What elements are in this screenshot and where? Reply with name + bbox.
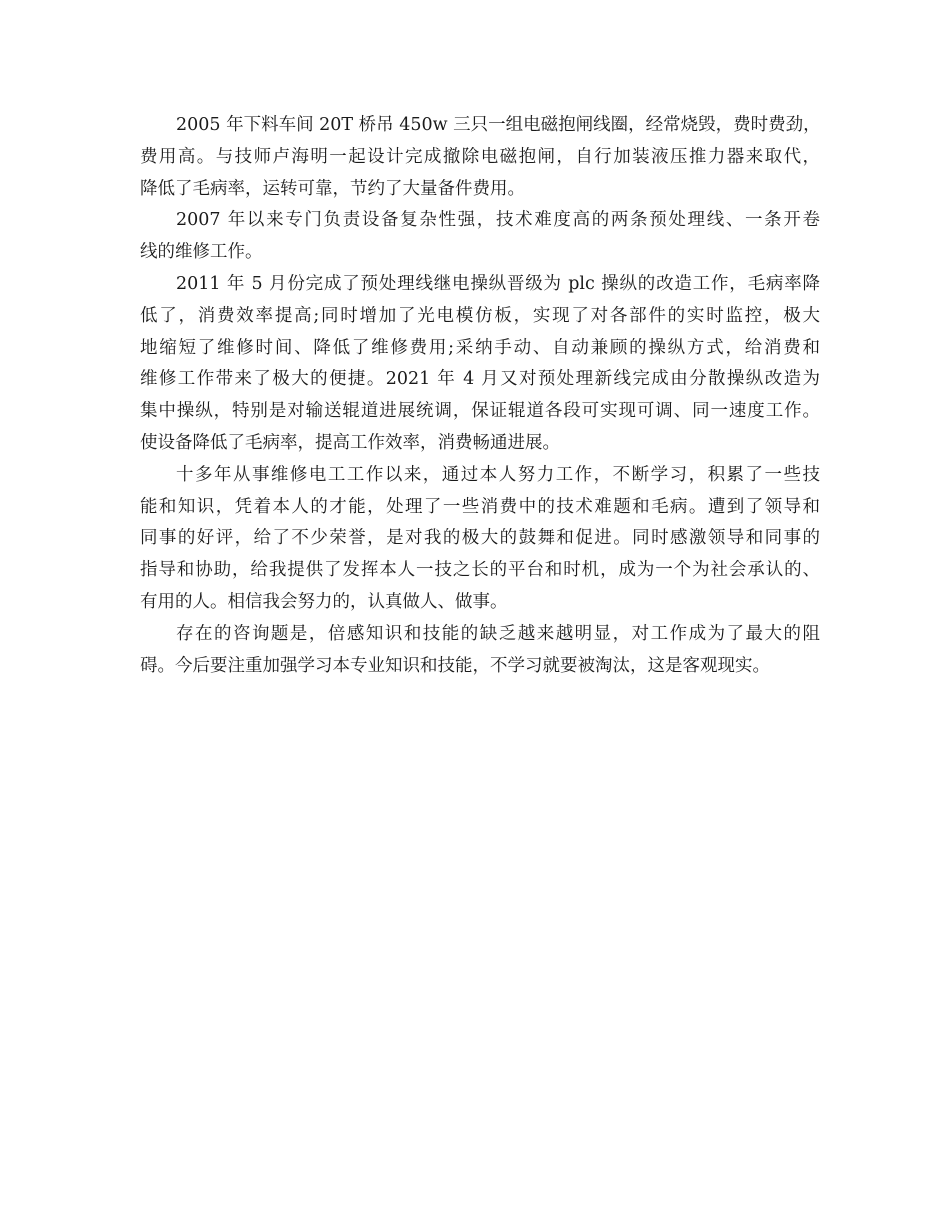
paragraph-line: 十多年从事维修电工工作以来，通过本人努力工作，不断学习，积累了一些技 (176, 464, 820, 485)
paragraph-line: 2007 年以来专门负责设备复杂性强，技术难度高的两条预处理线、一条开卷 (176, 210, 820, 231)
paragraph-line: 能和知识，凭着本人的才能，处理了一些消费中的技术难题和毛病。遭到了领导和 (140, 496, 820, 517)
paragraph-line: 指导和协助，给我提供了发挥本人一技之长的平台和时机，成为一个为社会承认的、 (140, 560, 820, 581)
paragraph-line: 低了，消费效率提高;同时增加了光电模仿板，实现了对各部件的实时监控，极大 (140, 305, 820, 326)
paragraph-line: 维修工作带来了极大的便捷。2021 年 4 月又对预处理新线完成由分散操纵改造为 (140, 369, 820, 390)
paragraph-line: 地缩短了维修时间、降低了维修费用;采纳手动、自动兼顾的操纵方式，给消费和 (140, 337, 820, 358)
paragraph-line: 2005 年下料车间 20T 桥吊 450w 三只一组电磁抱闸线圈，经常烧毁，费时费劲， (176, 115, 821, 135)
paragraph-line: 线的维修工作。 (140, 242, 263, 263)
paragraph-bridge-crane (140, 110, 820, 205)
paragraph-line: 同事的好评，给了不少荣誉，是对我的极大的鼓舞和促进。同时感激领导和同事的 (140, 528, 820, 549)
paragraph-line: 使设备降低了毛病率，提高工作效率，消费畅通进展。 (140, 432, 560, 453)
paragraph-pretreatment-lines (140, 205, 820, 269)
paragraph-line: 碍。今后要注重加强学习本专业知识和技能，不学习就要被淘汰，这是客观现实。 (140, 655, 770, 676)
document-body (140, 110, 820, 682)
paragraph-line: 2011 年 5 月份完成了预处理线继电操纵晋级为 plc 操纵的改造工作，毛病率降 (176, 273, 820, 294)
paragraph-line: 费用高。与技师卢海明一起设计完成撤除电磁抱闸，自行加装液压推力器来取代， (140, 146, 820, 167)
paragraph-line: 降低了毛病率，运转可靠，节约了大量备件费用。 (140, 178, 525, 199)
paragraph-problems (140, 619, 820, 683)
paragraph-experience (140, 460, 820, 619)
paragraph-plc-upgrade (140, 269, 820, 460)
paragraph-line: 存在的咨询题是，倍感知识和技能的缺乏越来越明显，对工作成为了最大的阻 (176, 623, 820, 644)
paragraph-line: 有用的人。相信我会努力的，认真做人、做事。 (140, 591, 508, 612)
paragraph-line: 集中操纵，特别是对输送辊道进展统调，保证辊道各段可实现可调、同一速度工作。 (140, 401, 820, 422)
